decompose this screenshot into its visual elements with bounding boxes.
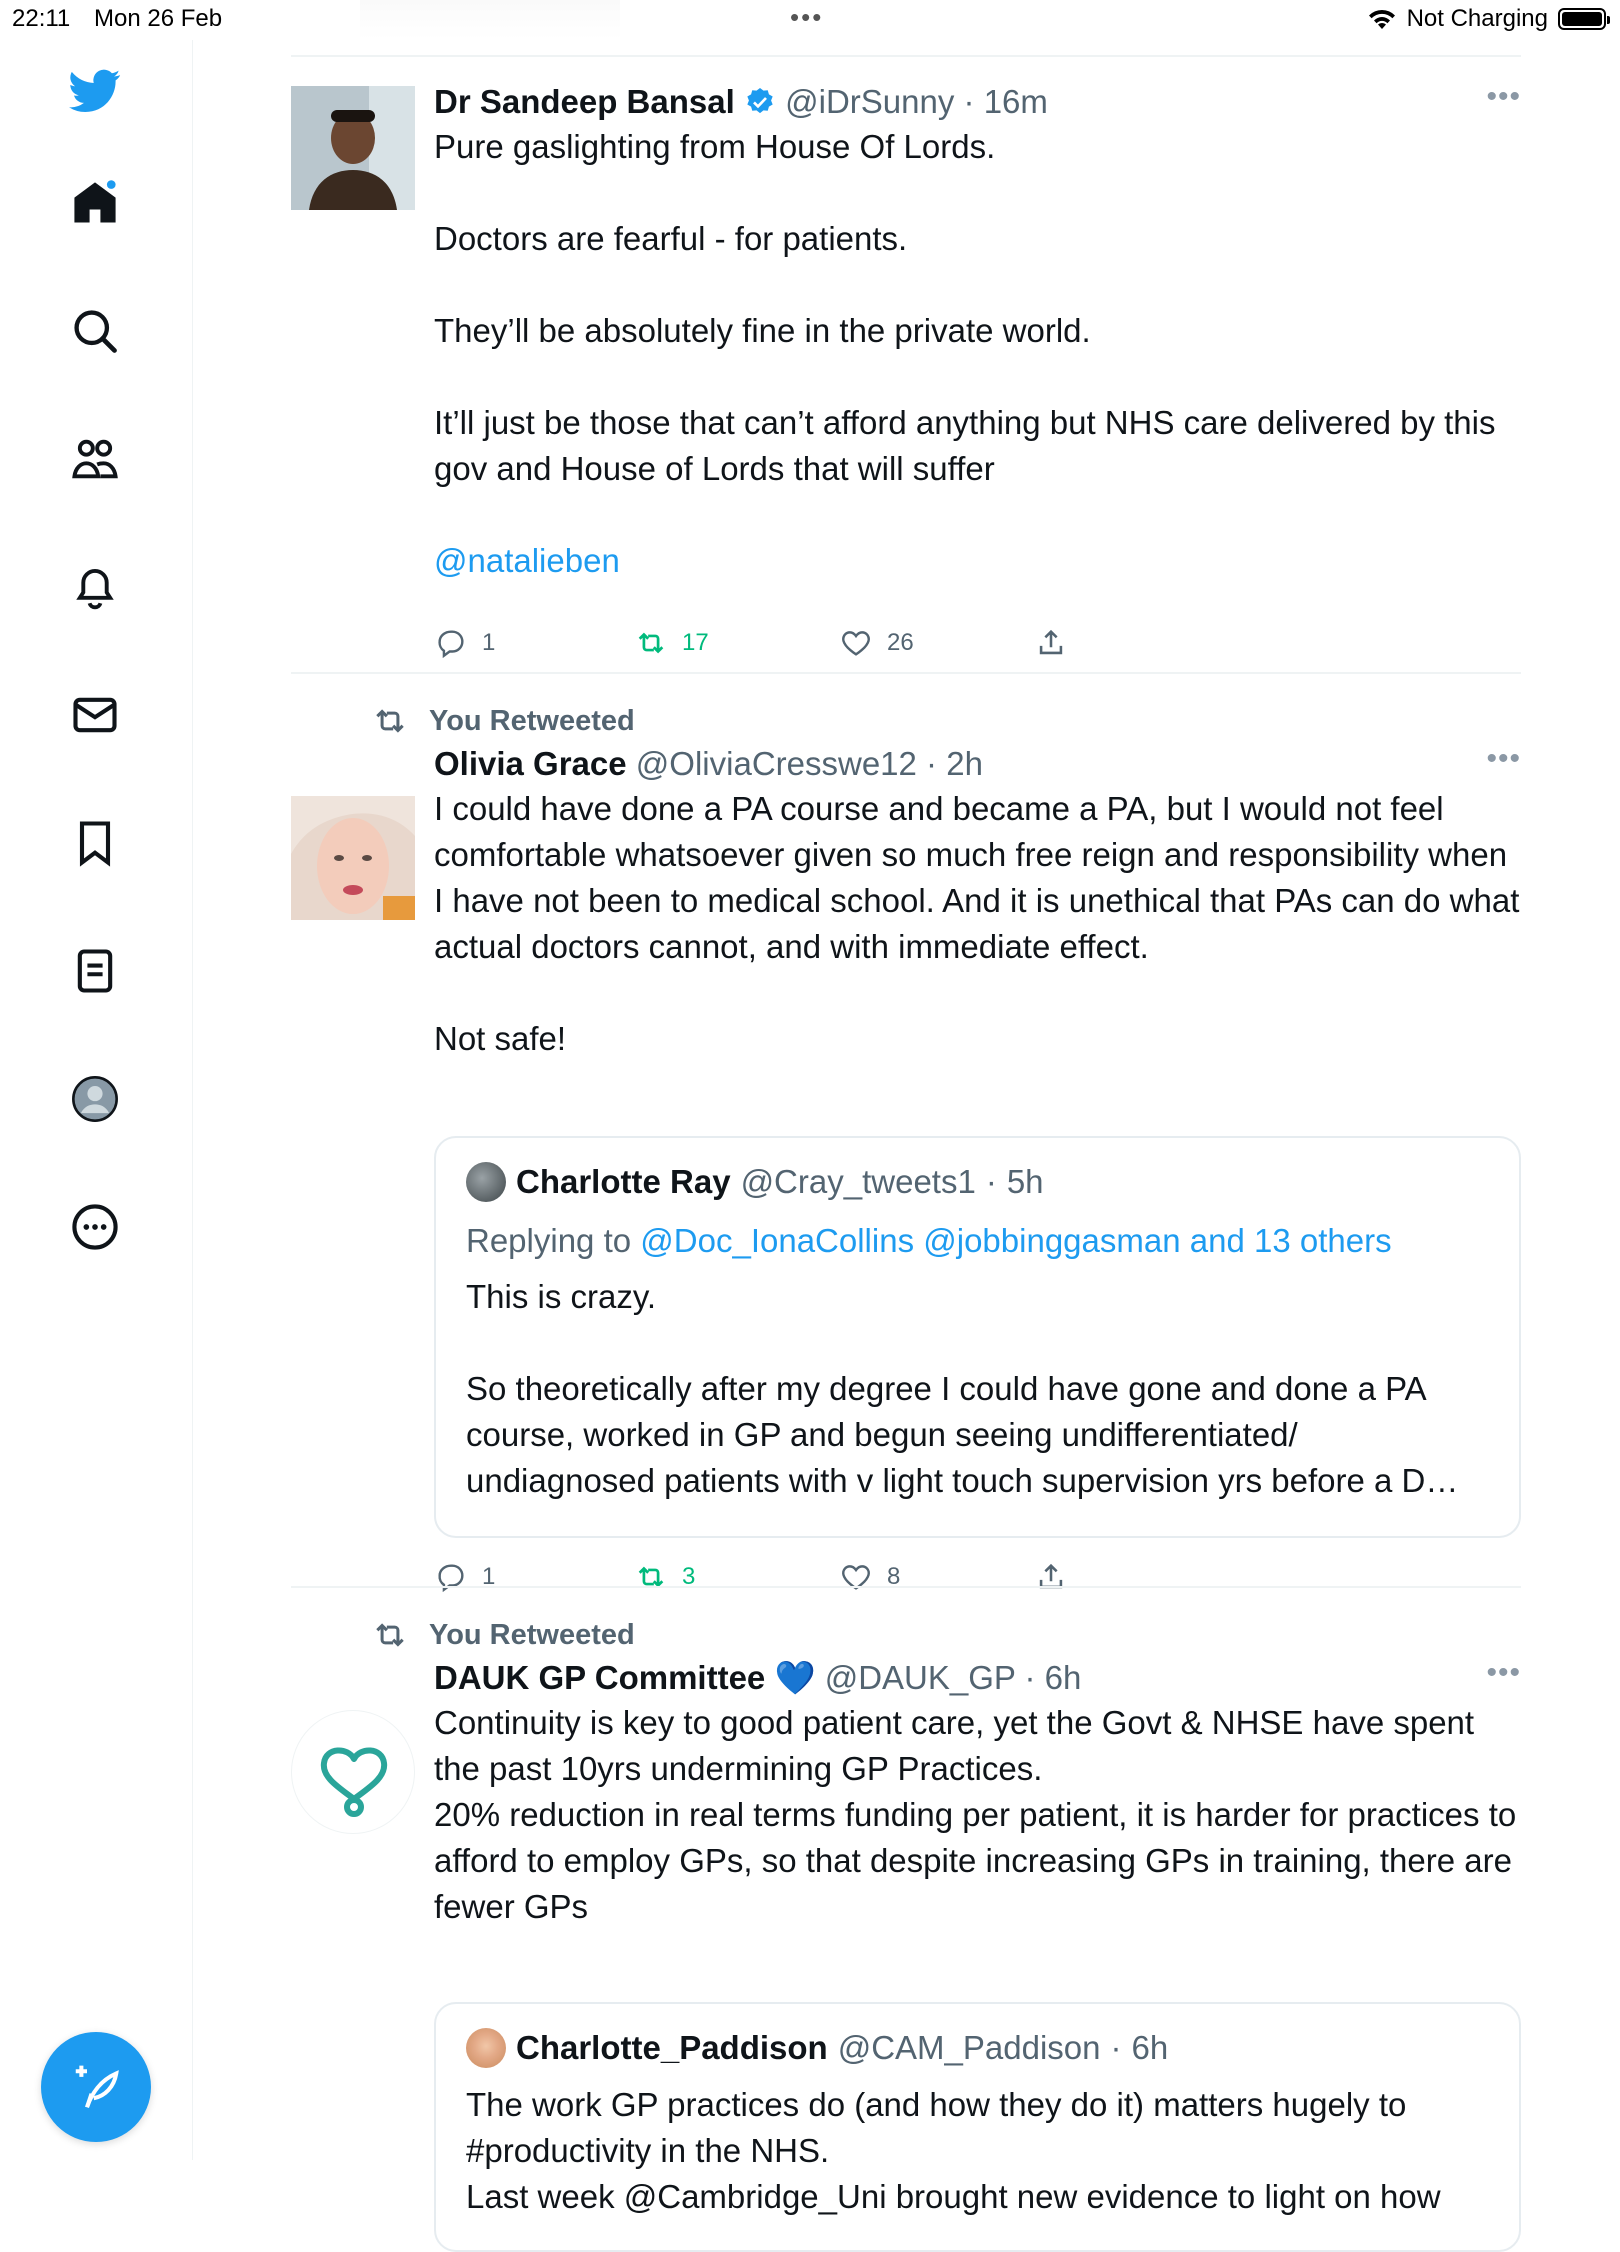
like-count: 8 bbox=[887, 1563, 901, 1590]
quoted-tweet[interactable] bbox=[434, 2002, 1521, 2252]
quoted-author-handle: @CAM_Paddison bbox=[837, 2029, 1101, 2066]
tweet-time[interactable]: 2h bbox=[946, 745, 983, 782]
reply-button[interactable] bbox=[434, 1560, 495, 1594]
mention-link[interactable]: @natalieben bbox=[434, 542, 620, 579]
retweet-icon bbox=[634, 1560, 668, 1594]
divider bbox=[291, 1586, 1521, 1588]
tweet-text: Pure gaslighting from House Of Lords. Doctors are fearful - for patients. They’ll be absolutely fine in the private world. It’ll just be those that can’t afford anything but NHS care delivered by this gov and House of Lords that will suffer @natalieben bbox=[434, 128, 1496, 579]
author-name[interactable]: Dr Sandeep Bansal bbox=[434, 83, 735, 120]
like-button[interactable] bbox=[839, 626, 914, 660]
more-options-icon[interactable]: ••• bbox=[1486, 80, 1521, 113]
home-icon[interactable] bbox=[66, 174, 124, 232]
timeline bbox=[291, 40, 1521, 2215]
wifi-icon bbox=[1367, 7, 1397, 31]
quoted-tweet-header: Charlotte_Paddison @CAM_Paddison · 6h bbox=[466, 2026, 1489, 2070]
quoted-tweet-text: The work GP practices do (and how they do it) matters hugely to #productivity in the NHS. Last week @Cambridge_Uni brought new evidence to light on how bbox=[466, 2086, 1441, 2215]
reply-count: 1 bbox=[482, 629, 496, 656]
retweet-button[interactable] bbox=[634, 1560, 695, 1594]
replying-to: Replying to @Doc_IonaCollins @jobbinggasman and 13 others bbox=[466, 1222, 1392, 1259]
reply-icon bbox=[434, 626, 468, 660]
search-icon[interactable] bbox=[66, 302, 124, 360]
blue-heart-emoji: 💙 bbox=[774, 1659, 816, 1696]
replying-to-link[interactable]: @Doc_IonaCollins @jobbinggasman and 13 others bbox=[640, 1222, 1392, 1259]
more-options-icon[interactable]: ••• bbox=[1486, 1656, 1521, 1689]
quoted-avatar bbox=[466, 2028, 506, 2068]
battery-icon bbox=[1558, 8, 1606, 30]
heart-icon bbox=[839, 626, 873, 660]
more-circle-icon[interactable] bbox=[66, 1198, 124, 1256]
tweet-actions bbox=[434, 626, 1134, 666]
tweet-time[interactable]: 16m bbox=[983, 83, 1048, 120]
bookmark-icon[interactable] bbox=[66, 814, 124, 872]
tweet-header: Olivia Grace @OliviaCresswe12 · 2h bbox=[434, 745, 983, 782]
top-fade bbox=[360, 0, 620, 40]
quoted-tweet-time: 5h bbox=[1006, 1163, 1044, 1200]
quoted-tweet-time: 6h bbox=[1131, 2029, 1169, 2066]
reply-icon bbox=[434, 1560, 468, 1594]
retweet-icon bbox=[634, 626, 668, 660]
more-options-icon[interactable]: ••• bbox=[1486, 742, 1521, 775]
retweet-count: 17 bbox=[682, 629, 709, 656]
author-name[interactable]: Olivia Grace bbox=[434, 745, 627, 782]
author-handle[interactable]: @OliviaCresswe12 bbox=[635, 745, 917, 782]
quoted-author-name: Charlotte_Paddison bbox=[516, 2029, 828, 2066]
charging-status: Not Charging bbox=[1406, 5, 1548, 32]
avatar[interactable] bbox=[291, 796, 415, 920]
lists-icon[interactable] bbox=[66, 942, 124, 1000]
tweet-header: DAUK GP Committee 💙 @DAUK_GP · 6h bbox=[434, 1659, 1082, 1696]
twitter-bird-icon[interactable] bbox=[66, 62, 124, 120]
multitasking-dots-icon[interactable]: ••• bbox=[790, 2, 824, 32]
tweet-header: Dr Sandeep Bansal @iDrSunny · 16m bbox=[434, 83, 1048, 120]
quoted-avatar bbox=[466, 1162, 506, 1202]
bell-icon[interactable] bbox=[66, 558, 124, 616]
retweet-count: 3 bbox=[682, 1563, 696, 1590]
share-icon bbox=[1034, 626, 1068, 660]
tweet-time[interactable]: 6h bbox=[1044, 1659, 1082, 1696]
retweeted-label: You Retweeted bbox=[371, 1616, 635, 1654]
divider bbox=[291, 672, 1521, 674]
quoted-author-name: Charlotte Ray bbox=[516, 1163, 731, 1200]
status-right bbox=[1367, 5, 1606, 33]
tweet-actions bbox=[434, 1560, 1134, 1600]
quoted-tweet[interactable] bbox=[434, 1136, 1521, 1538]
status-time: 22:11 bbox=[12, 5, 71, 32]
profile-icon[interactable] bbox=[66, 1070, 124, 1128]
mail-icon[interactable] bbox=[66, 686, 124, 744]
compose-tweet-button[interactable] bbox=[41, 2032, 151, 2142]
reply-count: 1 bbox=[482, 1563, 496, 1590]
heart-icon bbox=[839, 1560, 873, 1594]
like-button[interactable] bbox=[839, 1560, 900, 1594]
retweet-button[interactable] bbox=[634, 626, 709, 660]
quoted-author-handle: @Cray_tweets1 bbox=[740, 1163, 976, 1200]
compose-tweet-icon bbox=[69, 2060, 123, 2114]
status-bar bbox=[0, 0, 1620, 40]
retweet-icon bbox=[371, 1616, 409, 1654]
like-count: 26 bbox=[887, 629, 914, 656]
communities-icon[interactable] bbox=[66, 430, 124, 488]
author-name[interactable]: DAUK GP Committee bbox=[434, 1659, 766, 1696]
author-handle[interactable]: @DAUK_GP bbox=[824, 1659, 1016, 1696]
avatar[interactable] bbox=[291, 86, 415, 210]
verified-badge-icon bbox=[744, 86, 776, 118]
share-button[interactable] bbox=[1034, 1560, 1068, 1594]
sidebar bbox=[0, 40, 193, 2160]
quoted-tweet-text: This is crazy. So theoretically after my degree I could have gone and done a PA course, worked in GP and begun seeing undifferentiated/ undiagnosed patients with v light touch supervision yrs before a D… bbox=[466, 1278, 1459, 1499]
tweet-text: Continuity is key to good patient care, yet the Govt & NHSE have spent the past 10yrs undermining GP Practices. 20% reduction in real terms funding per patient, it is harder for practices to afford to employ GPs, so that despite increasing GPs in training, there are fewer GPs bbox=[434, 1704, 1517, 1925]
quoted-tweet-header: Charlotte Ray @Cray_tweets1 · 5h bbox=[466, 1160, 1489, 1204]
avatar[interactable] bbox=[291, 1710, 415, 1834]
share-icon bbox=[1034, 1560, 1068, 1594]
retweeted-label: You Retweeted bbox=[371, 702, 635, 740]
reply-button[interactable] bbox=[434, 626, 495, 660]
tweet-text: I could have done a PA course and became a PA, but I would not feel comfortable whatsoever given so much free reign and responsibility when I have not been to medical school. And it is unethical that PAs can do what actual doctors cannot, and with immediate effect. Not safe! bbox=[434, 790, 1520, 1057]
divider bbox=[291, 55, 1521, 57]
author-handle[interactable]: @iDrSunny bbox=[785, 83, 955, 120]
retweet-icon bbox=[371, 702, 409, 740]
status-date: Mon 26 Feb bbox=[94, 5, 223, 32]
share-button[interactable] bbox=[1034, 626, 1068, 660]
